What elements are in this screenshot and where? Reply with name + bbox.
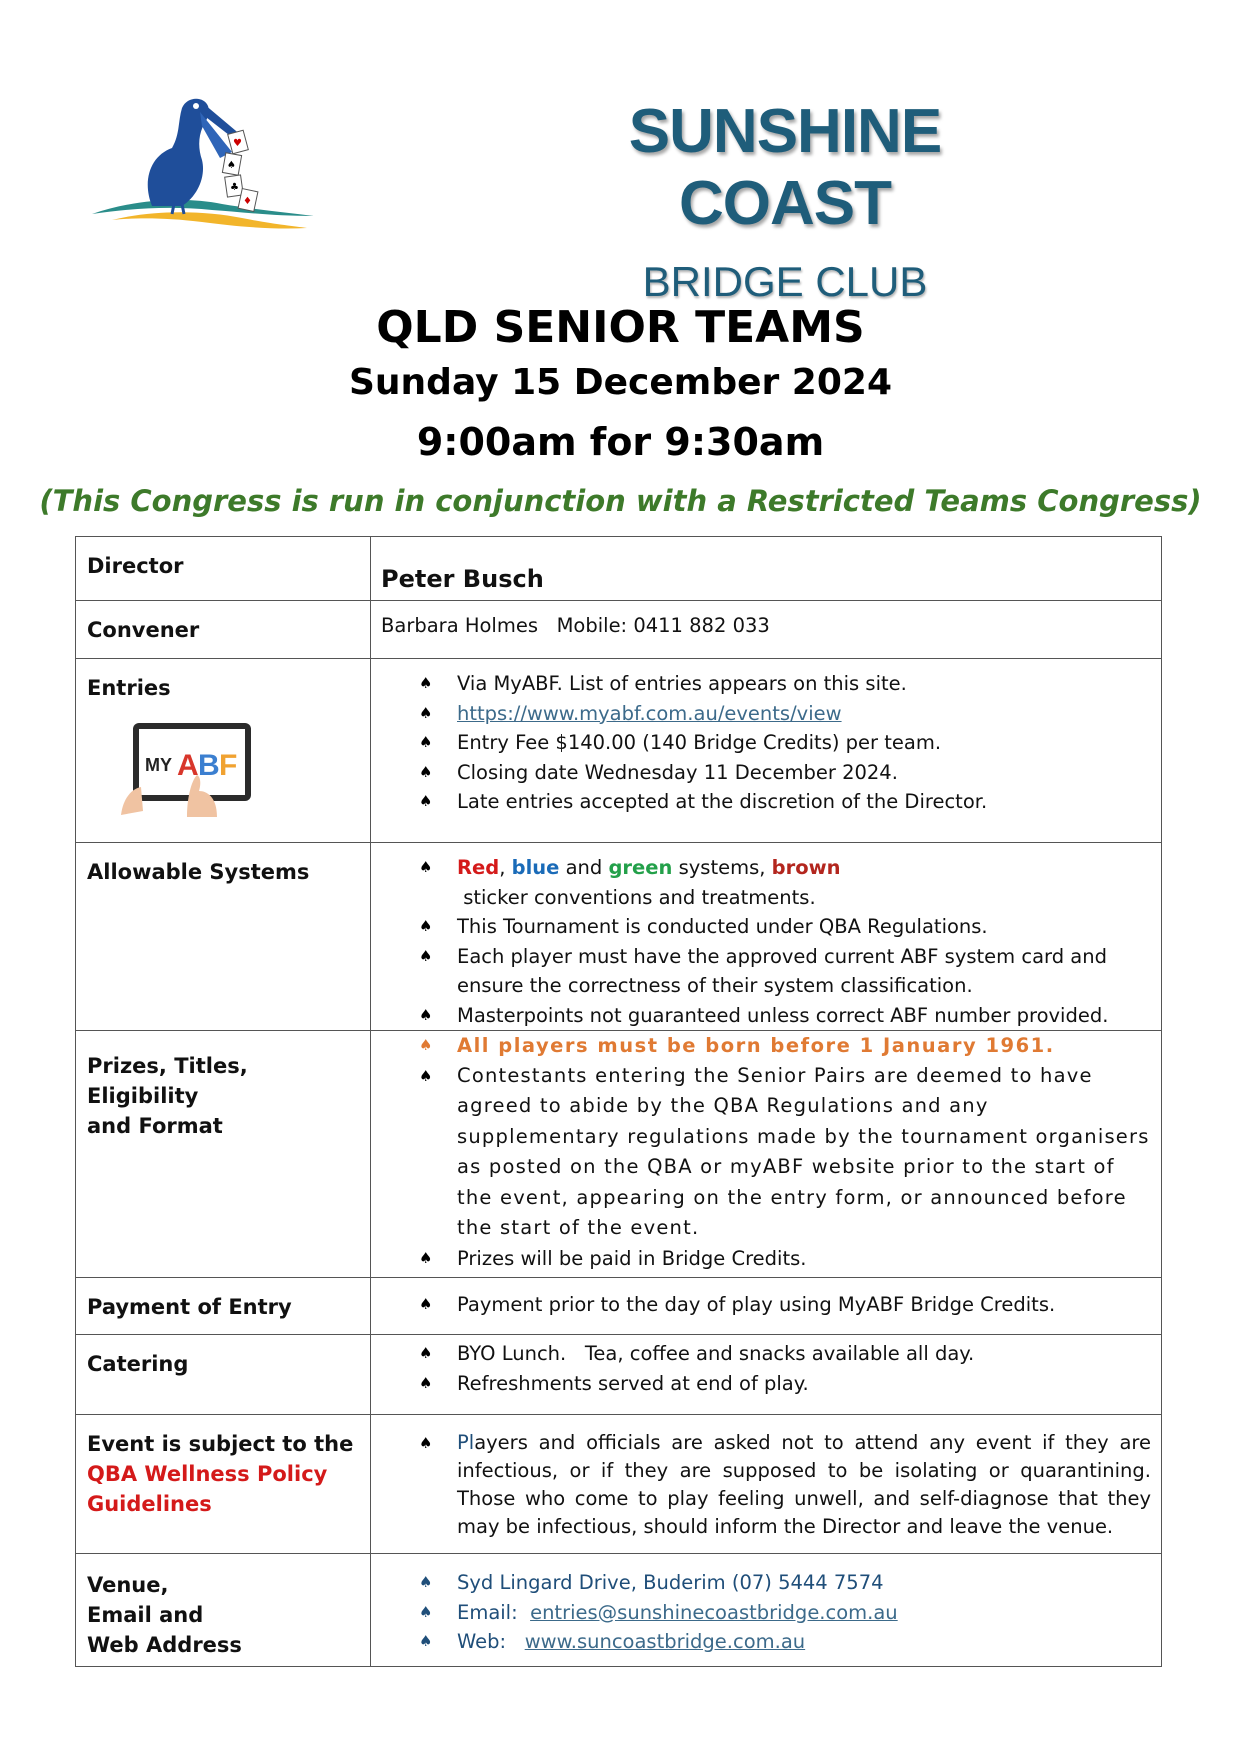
value-venue: [371, 1554, 1162, 1667]
prizes-list: [381, 1031, 1151, 1273]
systems-mid: systems,: [672, 856, 772, 879]
myabf-tablet-image: [117, 719, 257, 819]
systems-item-1: [457, 853, 1151, 912]
convener-text: Barbara Holmes Mobile: 0411 882 033: [381, 614, 770, 637]
svg-text:♠: ♠: [227, 160, 236, 171]
label-catering: Catering: [76, 1335, 371, 1415]
entries-item-3: ♠ Entry Fee $140.00 (140 Bridge Credits) per team.: [457, 728, 1151, 758]
prizes-item-1: [457, 1031, 1151, 1061]
svg-text:MY: MY: [145, 755, 172, 775]
value-systems: [371, 843, 1162, 1031]
label-wellness-cell: [76, 1415, 371, 1554]
event-title: QLD SENIOR TEAMS: [376, 302, 865, 353]
web-link[interactable]: www.suncoastbridge.com.au: [524, 1630, 806, 1653]
club-name-line1: SUNSHINE COAST: [628, 97, 942, 238]
venue-list: [381, 1554, 1151, 1657]
value-wellness: [371, 1415, 1162, 1554]
value-director: [371, 537, 1162, 601]
event-details-table: [75, 536, 1162, 1667]
row-venue: [76, 1554, 1162, 1667]
label-wellness-line2: QBA Wellness Policy: [87, 1462, 328, 1486]
email-prefix: Email:: [457, 1600, 531, 1624]
systems-and: and: [559, 856, 609, 879]
venue-web: [457, 1627, 1151, 1657]
svg-text:♣: ♣: [230, 182, 239, 193]
catering-list: [381, 1335, 1151, 1398]
catering-item-2: ♠ Refreshments served at end of play.: [457, 1369, 1151, 1399]
value-prizes: [371, 1031, 1162, 1278]
wellness-item-1: [457, 1429, 1151, 1541]
club-logo-pelican: [92, 96, 314, 236]
systems-list: [381, 843, 1151, 1030]
club-name: [520, 96, 1050, 312]
entries-item-5: ♠ Late entries accepted at the discretion of the Director.: [457, 787, 1151, 817]
red-system: Red: [457, 856, 500, 879]
label-wellness-line3: Guidelines: [87, 1492, 212, 1516]
blue-system: blue: [511, 856, 560, 879]
entries-item-4: ♠ Closing date Wednesday 11 December 2024.: [457, 758, 1151, 788]
row-convener: [76, 601, 1162, 659]
svg-text:F: F: [219, 749, 238, 782]
catering-item-1: ♠ BYO Lunch. Tea, coffee and snacks available all day.: [457, 1339, 1151, 1369]
row-systems: [76, 843, 1162, 1031]
row-director: [76, 537, 1162, 601]
event-date: Sunday 15 December 2024: [348, 362, 892, 403]
label-venue-line1: Venue,: [87, 1573, 169, 1597]
payment-list: [381, 1278, 1151, 1320]
green-system: green: [608, 856, 673, 879]
label-prizes-cell: [76, 1031, 371, 1278]
wellness-item-first-letters: Pl: [457, 1431, 475, 1454]
systems-item-2: ♠ This Tournament is conducted under QBA Regulations.: [457, 912, 1151, 942]
row-wellness: [76, 1415, 1162, 1554]
club-name-line2: BRIDGE CLUB: [642, 258, 928, 305]
svg-text:B: B: [198, 749, 220, 782]
event-note: (This Congress is run in conjunction with a Restricted Teams Congress): [39, 484, 1202, 518]
prizes-item-2: ♠ Contestants entering the Senior Pairs are deemed to have agreed to abide by the QBA Regulations and any supplementary regulations made by the tournament organisers as posted on the QBA or myABF website prior to the start of the event, appearing on the entry form, or announced before the start of the event.: [457, 1061, 1151, 1244]
email-link[interactable]: entries@sunshinecoastbridge.com.au: [530, 1600, 898, 1624]
wellness-list: [381, 1415, 1151, 1541]
entries-item-1: ♠ Via MyABF. List of entries appears on this site.: [457, 669, 1151, 699]
label-prizes-line1: Prizes, Titles, Eligibility: [87, 1054, 248, 1108]
systems-item-4: ♠ Masterpoints not guaranteed unless correct ABF number provided.: [457, 1001, 1151, 1031]
venue-address: ♠ Syd Lingard Drive, Buderim (07) 5444 7574: [457, 1568, 1151, 1598]
label-director: Director: [76, 537, 371, 601]
label-systems: Allowable Systems: [76, 843, 371, 1031]
row-payment: [76, 1278, 1162, 1335]
value-catering: [371, 1335, 1162, 1415]
systems-comma: ,: [499, 856, 512, 879]
myabf-events-link[interactable]: https://www.myabf.com.au/events/view: [457, 701, 842, 725]
entries-item-2: [457, 699, 1151, 729]
svg-text:A: A: [177, 749, 199, 782]
label-convener: Convener: [76, 601, 371, 659]
venue-email: [457, 1598, 1151, 1628]
svg-text:♦: ♦: [243, 196, 252, 207]
value-payment: [371, 1278, 1162, 1335]
row-catering: [76, 1335, 1162, 1415]
wellness-item-text: ayers and officials are asked not to attend any event if they are infectious, or if they are supposed to be isolating or quarantining. Those who come to play feeling unwell, and self-diagnose that they may be infectious, should inform the Director and leave the venue.: [457, 1431, 1151, 1538]
label-venue-line3: Web Address: [87, 1633, 242, 1657]
label-venue-cell: [76, 1554, 371, 1667]
label-entries-cell: [76, 659, 371, 843]
svg-text:♥: ♥: [233, 138, 242, 149]
row-entries: [76, 659, 1162, 843]
eligibility-notice: All players must be born before 1 January 1961.: [457, 1034, 1055, 1057]
label-wellness-line1: Event is subject to the: [87, 1432, 354, 1456]
value-convener: [371, 601, 1162, 659]
value-entries: [371, 659, 1162, 843]
label-prizes-line2: and Format: [87, 1114, 223, 1138]
entries-list: [381, 659, 1151, 817]
payment-item-1: ♠ Payment prior to the day of play using MyABF Bridge Credits.: [457, 1290, 1151, 1320]
event-time: 9:00am for 9:30am: [416, 420, 825, 464]
systems-item-3: ♠ Each player must have the approved current ABF system card and ensure the correctness of their system classification.: [457, 942, 1151, 1001]
brown-sticker: brown: [771, 856, 841, 879]
label-venue-line2: Email and: [87, 1603, 204, 1627]
prizes-item-3: ♠ Prizes will be paid in Bridge Credits.: [457, 1244, 1151, 1274]
row-prizes: [76, 1031, 1162, 1278]
systems-end: sticker conventions and treatments.: [457, 885, 816, 909]
director-name: Peter Busch: [381, 565, 544, 593]
web-prefix: Web:: [457, 1630, 525, 1653]
label-entries: Entries: [87, 676, 171, 700]
label-payment: Payment of Entry: [76, 1278, 371, 1335]
